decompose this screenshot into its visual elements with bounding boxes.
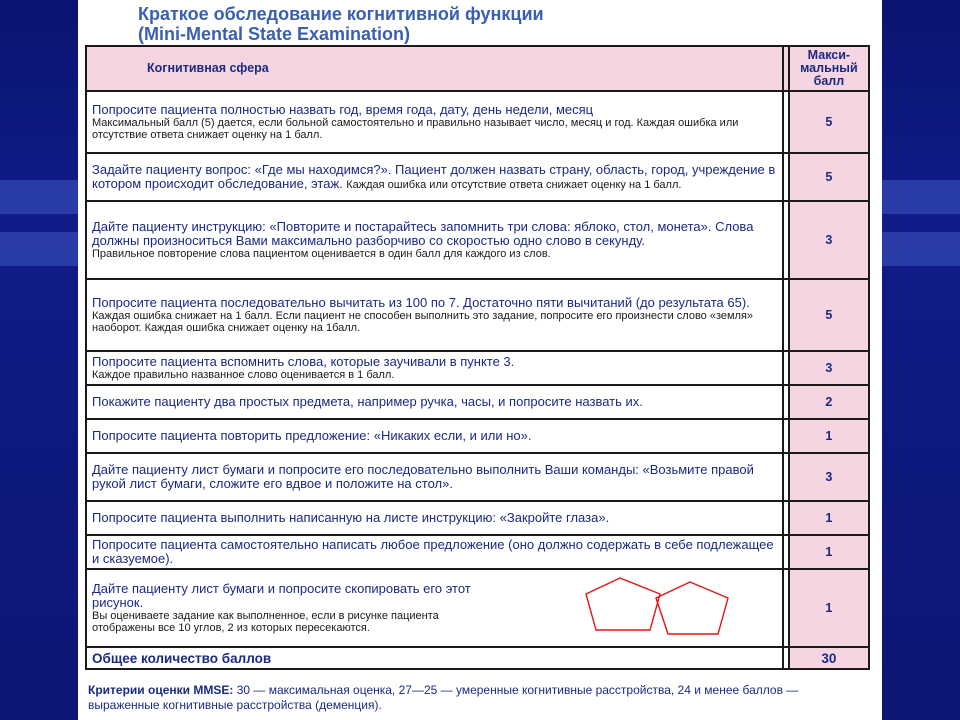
row-instruction: Попросите пациента полностью назвать год, время года, дату, день недели, месяц: [92, 102, 594, 117]
table-row: [86, 453, 869, 501]
intersecting-pentagons-figure: [578, 574, 768, 638]
row-instruction: Дайте пациенту лист бумаги и попросите его последовательно выполнить Ваши команды: «Возьмите правой рукой лист бумаги, сложите его вдвое и положите на стол».: [92, 462, 754, 491]
row-score: 3: [789, 201, 869, 279]
title-line-1: Краткое обследование когнитивной функции: [138, 4, 544, 24]
row-note: Вы оцениваете задание как выполненное, если в рисунке пациента отображены все 10 углов, 2 из которых пересекаются.: [92, 610, 439, 634]
row-score: 3: [789, 453, 869, 501]
row-instruction: Попросите пациента выполнить написанную на листе инструкцию: «Закройте глаза».: [92, 510, 610, 525]
table-row: [86, 153, 869, 201]
table-row: [86, 385, 869, 419]
table-row: [86, 279, 869, 351]
table-row: [86, 91, 869, 153]
total-score: 30: [789, 647, 869, 669]
document-title: [138, 4, 858, 44]
table-row: [86, 351, 869, 385]
document-card: [78, 0, 882, 720]
table-row: [86, 201, 869, 279]
mmse-criteria: [88, 683, 868, 713]
row-score: 1: [789, 501, 869, 535]
row-score: 2: [789, 385, 869, 419]
row-score: 5: [789, 91, 869, 153]
row-instruction: Дайте пациенту инструкцию: «Повторите и постарайтесь запомнить три слова: яблоко, стол, монета». Слова должны произноситься Вами максимально разборчиво со скоростью одно слово в секунду.: [92, 219, 754, 248]
row-instruction: Попросите пациента вспомнить слова, которые заучивали в пункте 3.: [92, 354, 515, 369]
table-row: [86, 419, 869, 453]
table-row: [86, 535, 869, 569]
total-row: [86, 647, 869, 669]
row-score: 1: [789, 419, 869, 453]
row-score: 1: [789, 535, 869, 569]
row-instruction: Дайте пациенту лист бумаги и попросите скопировать его этот рисунок.: [92, 581, 471, 610]
row-instruction: Покажите пациенту два простых предмета, например ручка, часы, и попросите назвать их.: [92, 394, 643, 409]
row-score: 5: [789, 279, 869, 351]
row-instruction: Попросите пациента повторить предложение: «Никаких если, и или но».: [92, 428, 532, 443]
pentagon-right: [656, 582, 728, 634]
table-row: [86, 569, 869, 647]
total-label: Общее количество баллов: [86, 647, 783, 669]
row-note: Каждая ошибка снижает на 1 балл. Если пациент не способен выполнить это задание, попросите его произнести слово «земля» наоборот. Каждая ошибка снижает оценку на 1балл.: [92, 310, 754, 334]
row-note: Максимальный балл (5) дается, если больной самостоятельно и правильно называет число, месяц и год. Каждая ошибка или отсутствие ответа снижает оценку на 1 балл.: [92, 117, 739, 141]
row-note: Правильное повторение слова пациентом оценивается в один балл для каждого из слов.: [92, 248, 551, 260]
row-note: Каждая ошибка или отсутствие ответа снижает оценку на 1 балл.: [346, 178, 682, 191]
row-note: Каждое правильно названное слово оценивается в 1 балл.: [92, 369, 395, 381]
row-score: 5: [789, 153, 869, 201]
row-score: 1: [789, 569, 869, 647]
title-line-2: (Mini-Mental State Examination): [138, 24, 411, 44]
table-row: [86, 501, 869, 535]
criteria-label: Критерии оценки MMSE:: [88, 683, 234, 697]
pentagon-left: [586, 578, 660, 630]
row-instruction: Задайте пациенту вопрос: «Где мы находимся?». Пациент должен назвать страну, область, город, учреждение в котором происходит обследование, этаж.: [92, 161, 776, 191]
table-header-row: [86, 46, 869, 91]
mmse-table: [85, 45, 870, 670]
row-score: 3: [789, 351, 869, 385]
header-max-score: Макси-мальный балл: [789, 46, 869, 91]
row-instruction: Попросите пациента самостоятельно написать любое предложение (оно должно содержать в себе подлежащее и сказуемое).: [92, 537, 774, 566]
header-sphere: Когнитивная сфера: [86, 46, 783, 91]
criteria-text: 30 — максимальная оценка, 27—25 — умеренные когнитивные расстройства, 24 и менее баллов — выраженные когнитивные расстройства (деменция).: [88, 683, 799, 712]
row-instruction: Попросите пациента последовательно вычитать из 100 по 7. Достаточно пяти вычитаний (до результата 65).: [92, 295, 750, 310]
